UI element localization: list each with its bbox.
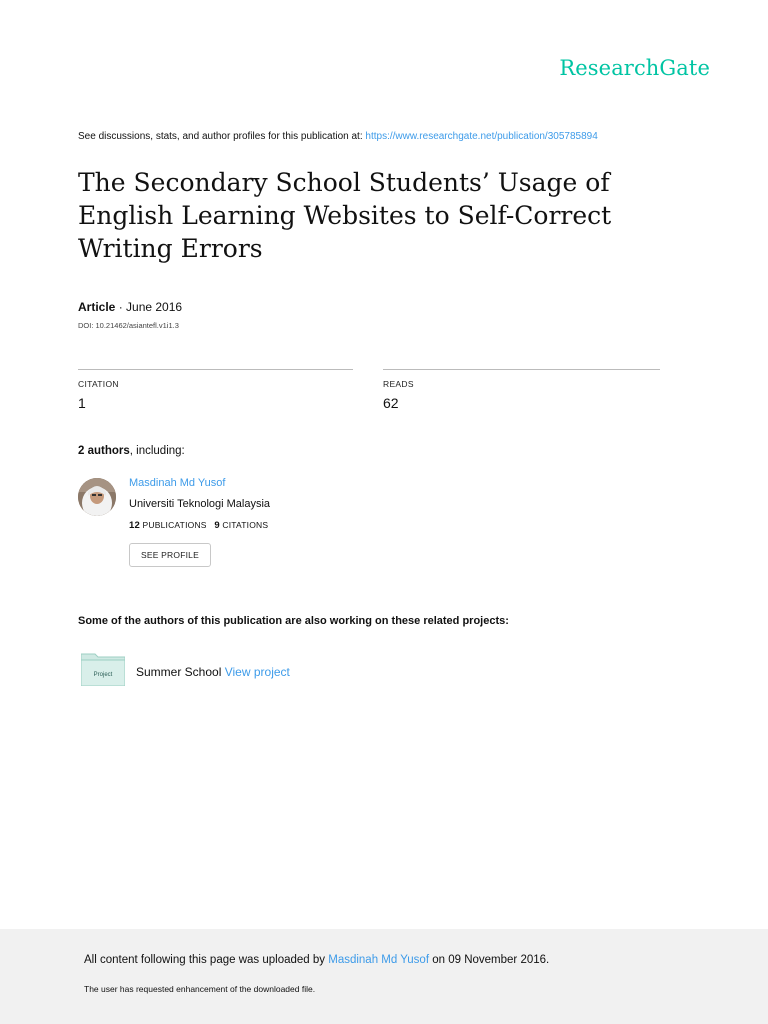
see-discussions-line (78, 131, 598, 142)
see-discussions-text: See discussions, stats, and author profiles for this publication at: (78, 131, 363, 142)
citation-label: CITATION (78, 379, 119, 389)
publication-meta (78, 300, 182, 314)
publication-url-link[interactable]: https://www.researchgate.net/publication/305785894 (365, 131, 598, 142)
author-publications-label: PUBLICATIONS (142, 520, 207, 530)
publication-doi: DOI: 10.21462/asiantefl.v1i1.3 (78, 321, 179, 330)
publication-date: · June 2016 (115, 300, 183, 314)
uploaded-by-line (84, 954, 549, 966)
project-row (136, 665, 290, 679)
author-stats (129, 520, 268, 531)
uploader-link[interactable]: Masdinah Md Yusof (328, 954, 430, 966)
enhancement-note: The user has requested enhancement of the downloaded file. (84, 984, 316, 994)
authors-count: 2 authors (78, 445, 130, 457)
researchgate-logo[interactable]: ResearchGate (559, 56, 710, 80)
see-profile-button[interactable]: SEE PROFILE (129, 543, 211, 567)
author-photo-icon (78, 478, 116, 516)
author-citations-label: CITATIONS (222, 520, 269, 530)
project-name: Summer School (136, 665, 222, 679)
project-folder-icon[interactable] (81, 652, 125, 686)
reads-stat (383, 369, 660, 411)
reads-label: READS (383, 379, 414, 389)
author-institution: Universiti Teknologi Malaysia (129, 498, 271, 510)
avatar[interactable] (78, 478, 116, 516)
uploaded-suffix: on 09 November 2016. (432, 954, 550, 966)
citation-value: 1 (78, 395, 86, 411)
publication-type: Article (78, 300, 116, 314)
reads-value: 62 (383, 395, 399, 411)
author-name-link[interactable]: Masdinah Md Yusof (129, 477, 226, 489)
project-icon-label: Project (93, 672, 113, 678)
view-project-link[interactable]: View project (224, 665, 290, 679)
publication-title: The Secondary School Students’ Usage of English Learning Websites to Self-Correct Writing Errors (78, 168, 612, 263)
related-projects-heading: Some of the authors of this publication are also working on these related projects: (78, 615, 509, 627)
author-publications-count: 12 (129, 520, 140, 531)
authors-heading (78, 445, 185, 457)
footer (0, 929, 768, 1024)
author-citations-count: 9 (214, 520, 220, 531)
citation-stat (78, 369, 353, 411)
uploaded-prefix: All content following this page was uploaded by (84, 954, 326, 966)
authors-including: , including: (129, 445, 185, 457)
